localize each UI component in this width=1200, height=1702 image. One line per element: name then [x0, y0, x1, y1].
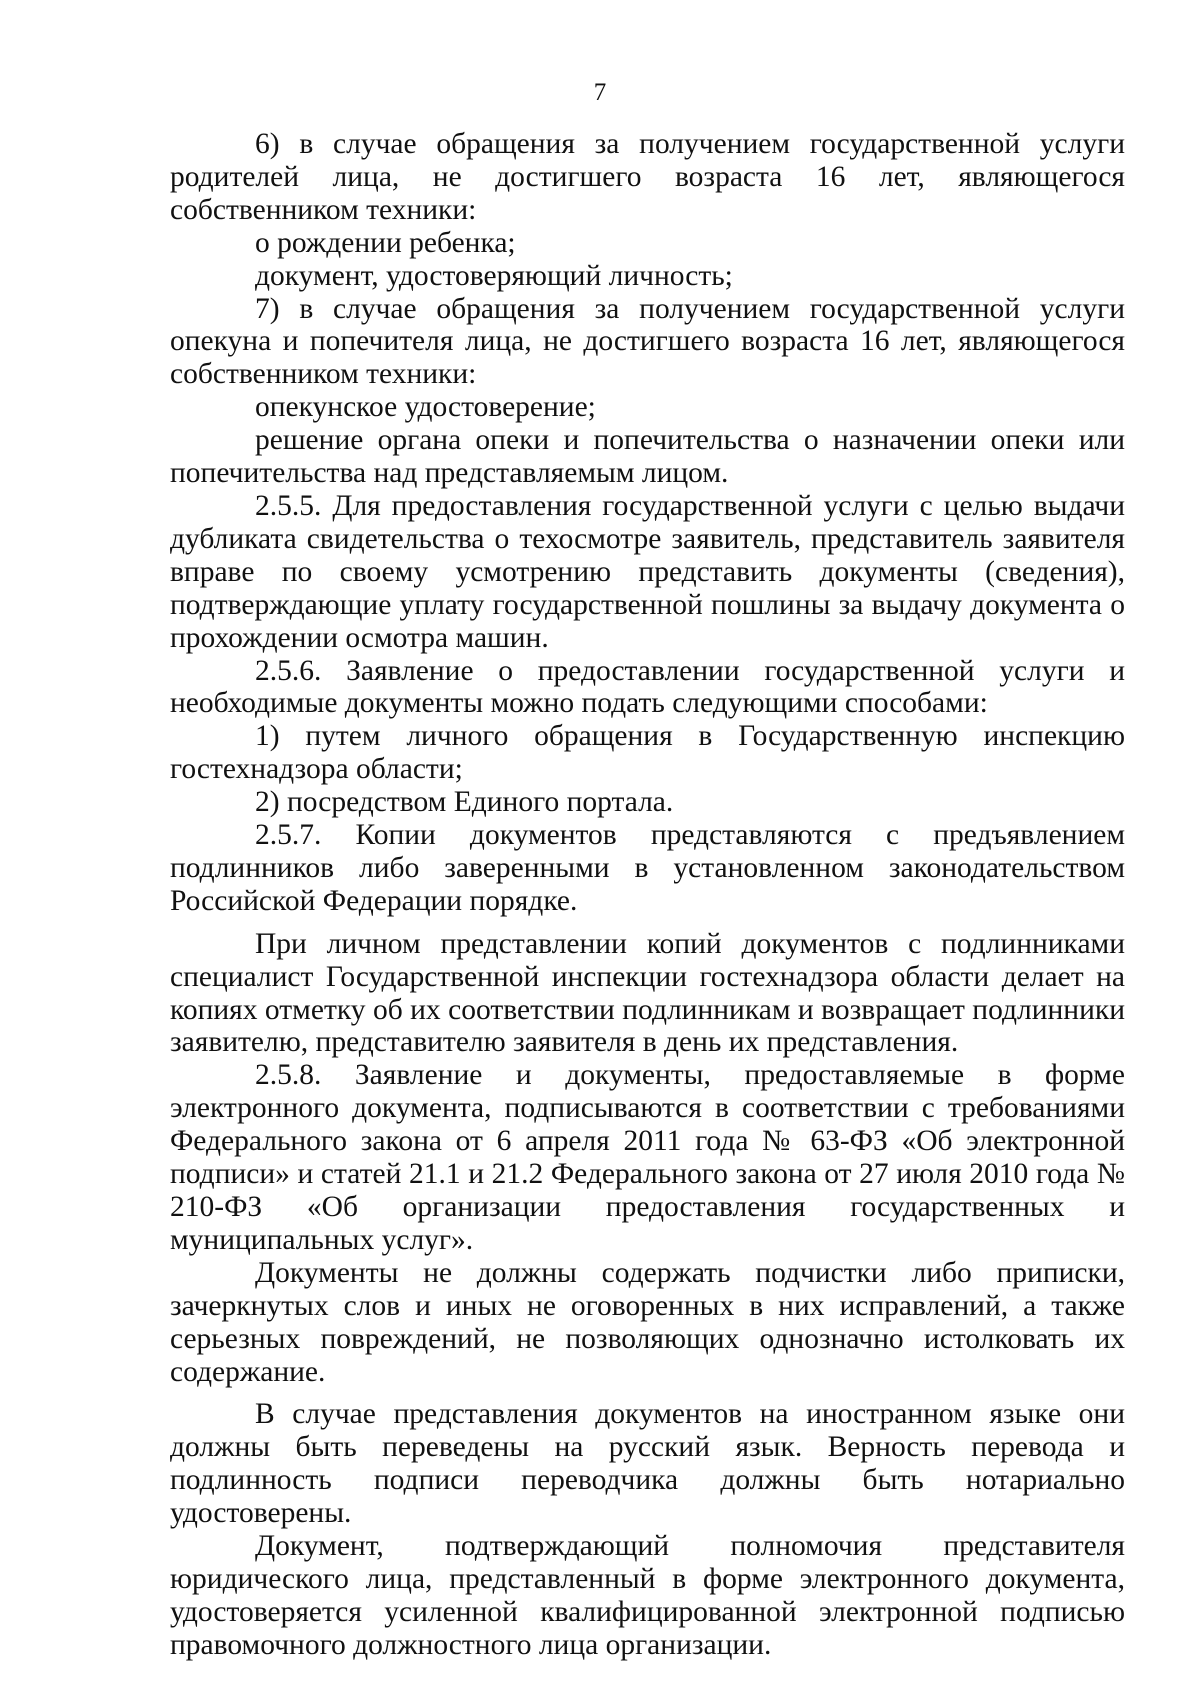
paragraph-method-1: 1) путем личного обращения в Государственную инспекцию гостехнадзора области;	[170, 720, 1125, 786]
paragraph-identity-document: документ, удостоверяющий личность;	[255, 259, 733, 292]
paragraph-personal-submission: При личном представлении копий документов с подлинниками специалист Государственной инспекции гостехнадзора области делает на копиях отметку об их соответствии подлинникам и возвращает подлинники заявителю, представителю заявителя в день их представления.	[170, 927, 1125, 1059]
paragraph-2-5-6: 2.5.6. Заявление о предоставлении государственной услуги и необходимые документы можно подать следующими способами:	[170, 654, 1125, 720]
paragraph-2-5-8: 2.5.8. Заявление и документы, предоставляемые в форме электронного документа, подписываются в соответствии с требованиями Федерального закона от 6 апреля 2011 года № 63-ФЗ «Об электронной подписи» и статей 21.1 и 21.2 Федерального закона от 27 июля 2010 года № 210-ФЗ «Об организации предоставления государственных и муниципальных услуг».	[170, 1059, 1125, 1256]
paragraph-birth-record: о рождении ребенка;	[255, 226, 516, 259]
paragraph-2-5-5: 2.5.5. Для предоставления государственной услуги с целью выдачи дубликата свидетельства о техосмотре заявитель, представитель заявителя вправе по своему усмотрению представить документы (сведения), подтверждающие уплату государственной пошлины за выдачу документа о прохождении осмотра машин.	[170, 489, 1125, 654]
paragraph-guardian-certificate: опекунское удостоверение;	[255, 391, 596, 424]
paragraph-foreign-language: В случае представления документов на иностранном языке они должны быть переведены на русский язык. Верность перевода и подлинность подписи переводчика должны быть нотариально удостоверены.	[170, 1398, 1125, 1530]
paragraph-item-7: 7) в случае обращения за получением государственной услуги опекуна и попечителя лица, не достигшего возраста 16 лет, являющегося собственником техники:	[170, 292, 1125, 391]
paragraph-legal-entity-representative: Документ, подтверждающий полномочия представителя юридического лица, представленный в форме электронного документа, удостоверяется усиленной квалифицированной электронной подписью правомочного должностного лица организации.	[170, 1530, 1125, 1661]
paragraph-document-requirements: Документы не должны содержать подчистки либо приписки, зачеркнутых слов и иных не оговоренных в них исправлений, а также серьезных повреждений, не позволяющих однозначно истолковать их содержание.	[170, 1256, 1125, 1388]
paragraph-method-2: 2) посредством Единого портала.	[255, 786, 674, 819]
paragraph-item-6: 6) в случае обращения за получением государственной услуги родителей лица, не достигшего возраста 16 лет, являющегося собственником техники:	[170, 128, 1125, 226]
page-number: 7	[593, 79, 607, 106]
paragraph-guardianship-decision: решение органа опеки и попечительства о назначении опеки или попечительства над представляемым лицом.	[170, 424, 1125, 490]
paragraph-2-5-7: 2.5.7. Копии документов представляются с предъявлением подлинников либо заверенными в установленном законодательством Российской Федерации порядке.	[170, 819, 1125, 917]
document-body	[170, 128, 1125, 1662]
